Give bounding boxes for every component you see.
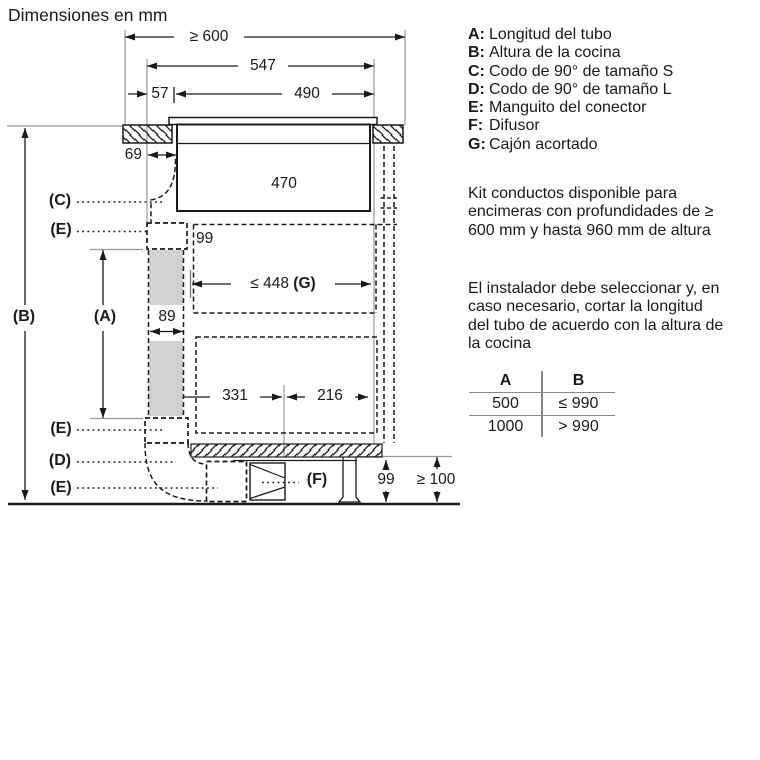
legend-item-a (468, 26, 673, 44)
table-header-b: B (572, 372, 585, 389)
table-cell-a: 500 (492, 395, 519, 412)
legend-item-c (468, 63, 673, 81)
note-installer (468, 280, 723, 354)
note-line: encimeras con profundidades de ≥ (468, 203, 714, 221)
legend-item-b (468, 44, 673, 62)
connector-sleeve-top (147, 223, 187, 249)
legend (468, 26, 673, 154)
legend-key: D: (468, 80, 485, 98)
dim-490: 490 (294, 85, 320, 102)
table-header-row (469, 370, 615, 392)
dim-drawer-max-value: ≤ 448 (250, 275, 289, 292)
cabinet-bottom-panel (191, 444, 382, 457)
legend-label: Longitud del tubo (489, 26, 612, 43)
connector-sleeve-bottom (207, 462, 247, 502)
dim-57: 57 (151, 85, 169, 102)
legend-item-d (468, 81, 673, 99)
dim-99-connector: 99 (196, 230, 214, 247)
hob-glass-plate (169, 118, 377, 125)
tube-length-table (469, 370, 615, 438)
legend-label: Codo de 90° de tamaño L (489, 80, 672, 98)
duct-fill-lower (149, 341, 183, 416)
label-connector-E-top: (E) (50, 221, 72, 238)
dim-drawer-max (233, 275, 333, 293)
dimension-lines (25, 37, 437, 502)
legend-key: F: (468, 117, 484, 135)
legend-key: B: (468, 44, 485, 62)
table-row (469, 416, 615, 438)
diffuser (250, 463, 285, 500)
note-line: del tubo de acuerdo con la altura de (468, 316, 724, 334)
plinth-leg (339, 457, 360, 502)
note-line: la cocina (468, 335, 532, 353)
legend-item-g (468, 136, 673, 154)
legend-label: Codo de 90° de tamaño S (489, 62, 674, 80)
dim-547: 547 (250, 57, 276, 74)
dim-89-tube: 89 (158, 308, 176, 325)
hob-body (177, 125, 370, 212)
table-cell-a: 1000 (487, 418, 524, 435)
label-connector-E-bottom: (E) (50, 479, 72, 496)
label-elbow-l-D: (D) (48, 452, 72, 469)
table-row (469, 393, 615, 415)
table-header-a: A (499, 372, 512, 389)
dim-216: 216 (317, 387, 343, 404)
structure (8, 118, 460, 505)
label-diffuser-F: (F) (306, 471, 328, 488)
note-line: Kit conductos disponible para (468, 185, 678, 202)
label-elbow-s-C: (C) (48, 192, 72, 209)
note-line: El instalador debe seleccionar y, en (468, 280, 720, 297)
note-kit-conductos (468, 185, 713, 240)
elbow-s-outline (151, 159, 176, 222)
legend-key: E: (468, 99, 484, 117)
table-cell-b: > 990 (558, 418, 599, 435)
legend-item-e (468, 99, 673, 117)
rear-duct-channel (384, 146, 394, 443)
label-connector-E-mid: (E) (50, 420, 72, 437)
drawer-lower-outline (196, 337, 377, 433)
legend-label: Manguito del conector (489, 99, 647, 117)
label-kitchen-height-B: (B) (12, 308, 36, 325)
worktop-section-left (123, 125, 172, 143)
legend-key: C: (468, 62, 485, 80)
dim-drawer-max-ref: (G) (293, 275, 316, 292)
table-cell-b: ≤ 990 (558, 395, 599, 412)
legend-label: Altura de la cocina (489, 44, 621, 62)
duct-fill-upper (149, 250, 183, 305)
dim-470: 470 (271, 175, 297, 192)
worktop-section-right (373, 125, 403, 143)
legend-item-f (468, 117, 673, 135)
legend-label: Cajón acortado (489, 135, 598, 153)
dim-99-bottom: 99 (377, 471, 395, 488)
dim-depth-min: ≥ 600 (189, 28, 229, 45)
note-line: 600 mm y hasta 960 mm de altura (468, 221, 711, 239)
legend-key: A: (468, 26, 485, 43)
page-title: Dimensiones en mm (8, 5, 168, 25)
legend-key: G: (468, 135, 486, 153)
note-line: caso necesario, cortar la longitud (468, 298, 703, 316)
dim-clearance-min: ≥ 100 (416, 471, 456, 488)
dim-69: 69 (124, 146, 142, 163)
dim-331: 331 (222, 387, 248, 404)
label-tube-length-A: (A) (93, 308, 117, 325)
legend-label: Difusor (489, 117, 540, 135)
